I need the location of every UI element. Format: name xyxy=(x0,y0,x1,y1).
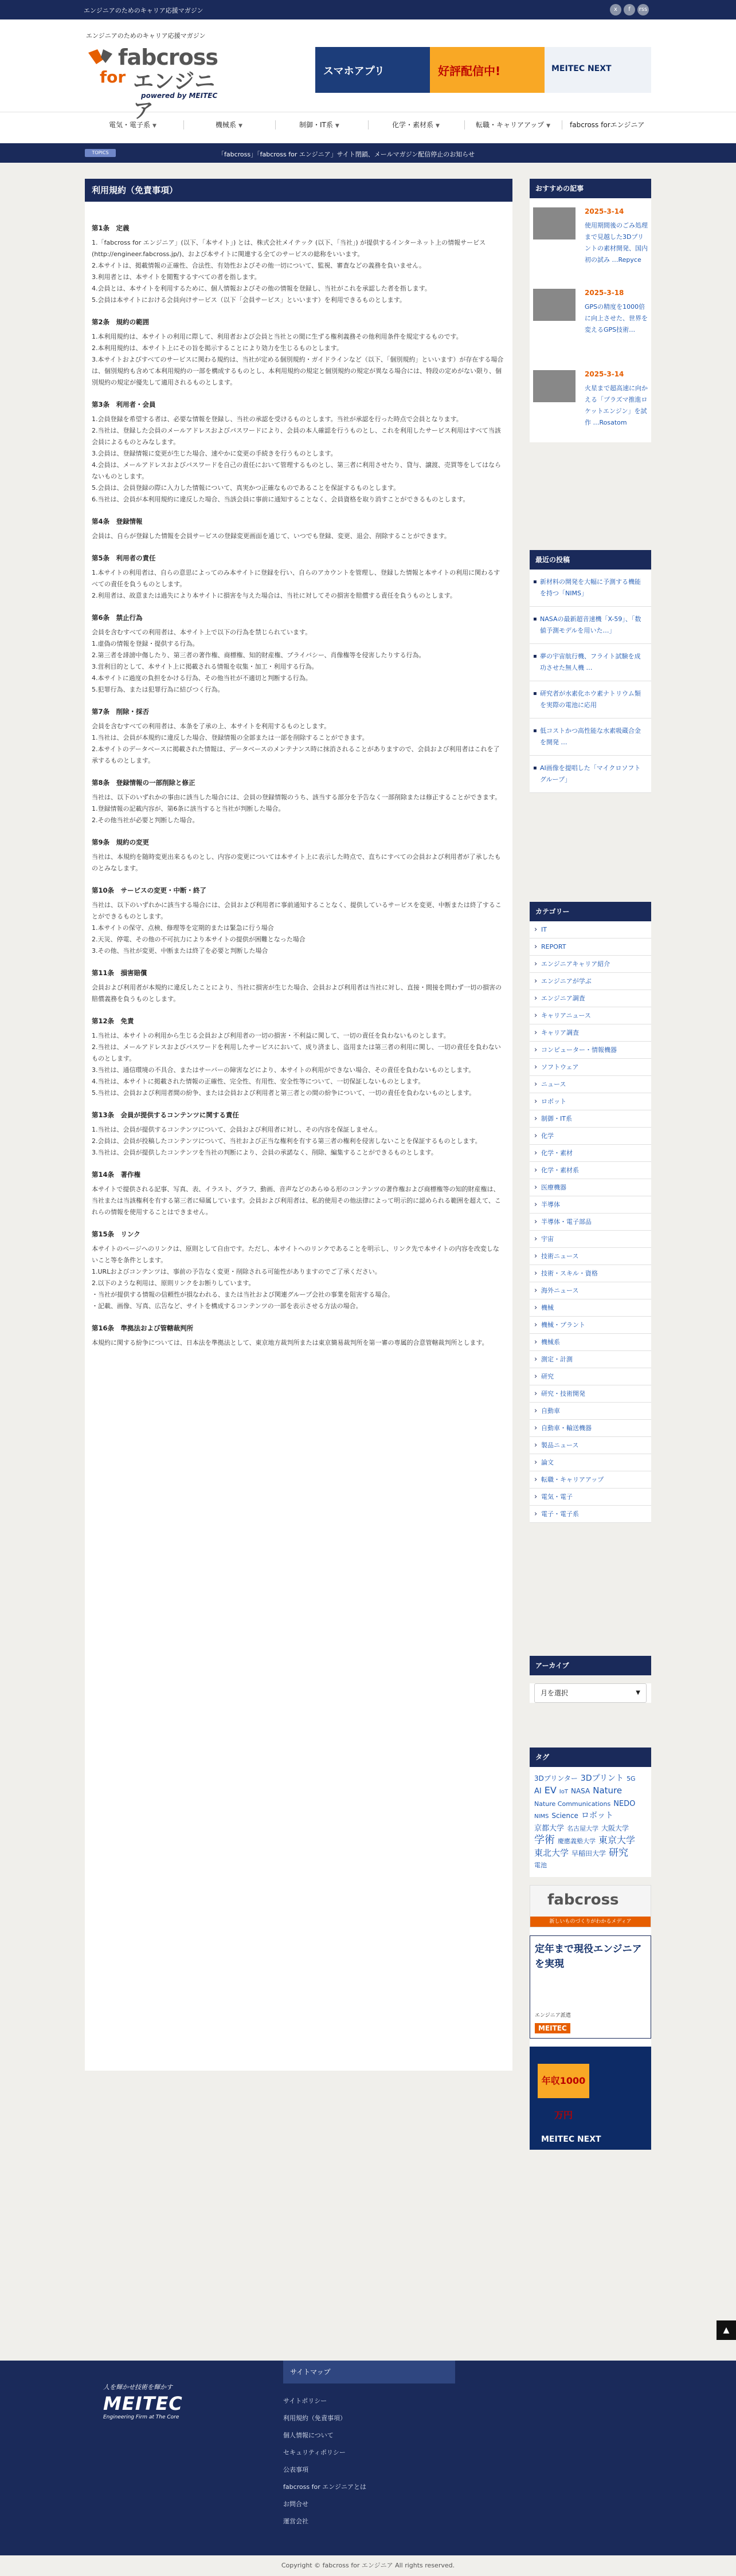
sidebar-recent xyxy=(530,550,651,793)
article xyxy=(85,179,512,2071)
footer-links xyxy=(283,2393,366,2530)
section-heading: 第2条 規約の範囲 xyxy=(92,318,150,326)
section-body: 1.当社は、会員が提供するコンテンツについて、会員および利用者に対し、その内容を保証しません。 2.会員は、会員が投稿したコンテンツについて、当社および正当な権利を有する第三者の権利を侵害しないことを保証するものとします。 3.当社は、会員が提供したコンテンツを当社の判断により、会員の承諾なく、削除、編集することができるものとします。 xyxy=(92,1126,481,1156)
category-link[interactable]: › エンジニアが学ぶ xyxy=(530,973,651,990)
category-link[interactable]: › 自動車 xyxy=(530,1403,651,1420)
article-section xyxy=(92,967,504,1005)
category-link[interactable]: › 電子・電子系 xyxy=(530,1506,651,1523)
footer-link[interactable]: 公表事項 xyxy=(283,2466,308,2473)
pickup-item[interactable] xyxy=(530,280,651,361)
main-nav xyxy=(86,117,651,133)
tag-link[interactable]: 慶應義塾大学 xyxy=(558,1837,596,1845)
fabcross-ad-title: fabcross xyxy=(547,1891,619,1909)
page-title: 利用規約（免責事項） xyxy=(85,179,512,202)
category-link[interactable]: › 測定・計測 xyxy=(530,1351,651,1368)
category-link[interactable]: › 化学・素材系 xyxy=(530,1162,651,1179)
category-link[interactable]: › 技術・スキル・資格 xyxy=(530,1265,651,1282)
sidebar-pickup xyxy=(530,179,651,442)
tag-link[interactable]: 学術 xyxy=(534,1834,555,1846)
chevron-down-icon: ▼ xyxy=(335,123,339,129)
article-section xyxy=(92,316,504,388)
section-heading: 第13条 会員が提供するコンテンツに関する責任 xyxy=(92,1111,239,1119)
banner-left: スマホアプリ xyxy=(315,47,430,93)
footer-link[interactable]: fabcross for エンジニアとは xyxy=(283,2483,366,2491)
tag-link[interactable]: ロボット xyxy=(581,1811,613,1820)
section-heading: 第7条 削除・採否 xyxy=(92,708,150,716)
next-ad-title: 年収1000万円 xyxy=(538,2064,589,2098)
section-body: 当社は、本規約を随時変更出来るものとし、内容の変更については本サイト上に表示した時点で、直ちにすべての会員および利用者が了承したものとみなします。 xyxy=(92,853,501,872)
ad-area xyxy=(530,1885,651,2150)
nav-mechanical[interactable]: 機械系 ▼ xyxy=(216,121,242,129)
footer-link[interactable]: セキュリティポリシー xyxy=(283,2449,346,2456)
tag-link[interactable]: Science xyxy=(551,1812,578,1820)
section-heading: 第14条 著作権 xyxy=(92,1171,141,1179)
category-link[interactable]: › 転職・キャリアアップ xyxy=(530,1471,651,1489)
chevron-down-icon: ▼ xyxy=(636,1690,640,1696)
career-ad-title: 定年まで現役エンジニアを実現 xyxy=(535,1943,642,1970)
section-body: 会員および利用者が本規約に違反したことにより、当社に損害が生じた場合、会員および利用者は当社に対し、直接・間接を問わず一切の損害の賠償義務を負うものとします。 xyxy=(92,984,502,1003)
recent-post-link[interactable]: ▪ NASAの最新超音速機「X-59」、「数値予測モデルを用いた…」 xyxy=(530,607,651,644)
facebook-social-icon[interactable]: f xyxy=(624,4,635,15)
section-heading: 第11条 損害賠償 xyxy=(92,969,147,977)
nav-divider xyxy=(183,120,184,129)
tag-link[interactable]: 東北大学 xyxy=(534,1848,569,1858)
archive-select[interactable]: 月を選択 ▼ xyxy=(534,1683,647,1703)
section-body: 本サイトで提供される記事、写真、表、イラスト、グラフ、動画、音声などのあらゆる形のコンテンツの著作権および商標権等の知的財産権は、当社または当該権利を有する第三者に帰属しています。会員および利用者は、私的使用その他法律によって明示的に認められる範囲を超えて、これらの情報を使用することはできません。 xyxy=(92,1185,501,1216)
category-link[interactable]: › エンジニア調査 xyxy=(530,990,651,1007)
banner-right: MEITEC NEXT xyxy=(545,47,651,93)
pickup-heading: おすすめの記事 xyxy=(530,179,651,198)
category-link[interactable]: › IT xyxy=(530,921,651,938)
nav-divider xyxy=(275,120,276,129)
site-header xyxy=(0,19,736,123)
category-link[interactable]: › ニュース xyxy=(530,1076,651,1093)
copyright: Copyright © fabcross for エンジニア All rights reserved. xyxy=(0,2555,736,2576)
footer-brand: MEITEC xyxy=(103,2393,183,2414)
category-link[interactable]: › 海外ニュース xyxy=(530,1282,651,1299)
pickup-title: 使用期間後のごみ処理まで見越した3Dプリントの素材開発、国内初の試み …Repyce xyxy=(585,222,648,264)
category-link[interactable]: › 機械系 xyxy=(530,1334,651,1351)
pickup-date: 2025-3-18 xyxy=(585,289,624,297)
chevron-down-icon: ▼ xyxy=(152,123,156,129)
tag-link[interactable]: 電池 xyxy=(534,1862,547,1869)
nav-chemical[interactable]: 化学・素材系 ▼ xyxy=(392,121,440,129)
category-link[interactable]: › 論文 xyxy=(530,1454,651,1471)
category-link[interactable]: › 化学 xyxy=(530,1128,651,1145)
logo-for: for xyxy=(100,68,126,87)
logo-engineer: エンジニア xyxy=(133,70,216,123)
section-body: 当社は、以下のいずれかに該当する場合には、会員および利用者に事前通知することなく、提供しているサービスを変更、中断または終了することができるものとします。 1.本サイトの保守、点検、修理等を定期的または緊急に行う場合 2.天災、停電、その他の不可抗力により本サイトの提供が困難となった場合 3.その他、当社が変更、中断または終了を必要と判断した場合 xyxy=(92,901,502,955)
tag-link[interactable]: 3Dプリント xyxy=(580,1774,624,1783)
career-ad-caption: エンジニア派遣 xyxy=(535,2013,571,2019)
article-section xyxy=(92,222,504,306)
x-social-icon[interactable]: x xyxy=(610,4,621,15)
tag-cloud xyxy=(530,1767,651,1877)
tag-link[interactable]: 名古屋大学 xyxy=(567,1825,599,1832)
logo-powered: powered by MEITEC xyxy=(141,92,218,100)
nav-divider xyxy=(368,120,369,129)
pickup-title: 火星まで超高速に向かえる「プラズマ推進ロケットエンジン」を試作 …Rosatom xyxy=(585,384,648,426)
app-banner[interactable] xyxy=(315,47,651,93)
section-body: 会員は、自らが登録した情報を会員サービスの登録変更画面を通じて、いつでも登録、変更、退会、削除することができます。 xyxy=(92,532,451,540)
nav-fabcross[interactable]: fabcross forエンジニア xyxy=(570,121,645,129)
article-section xyxy=(92,1109,504,1159)
category-link[interactable]: › REPORT xyxy=(530,938,651,956)
back-to-top-button[interactable]: ▲ xyxy=(717,2320,736,2340)
recent-post-link[interactable]: ▪ 夢の宇宙航行機、フライト試験を成功させた無人機 … xyxy=(530,644,651,681)
nav-control-it[interactable]: 制御・IT系 ▼ xyxy=(299,121,339,129)
section-body: 本サイトのページへのリンクは、原則として自由です。ただし、本サイトへのリンクであることを明示し、リンク先で本サイトの内容を改変しないこと等を条件とします。 1.URLおよびコンテンツは、事前の予告なく変更・削除される可能性がありますのでご了承ください。 2.以下のような利用は、原則リンクをお断りしています。 ・当社が提供する情報の信頼性が損なわれる、または当社および関連グループ会社の事業を阻害する場合。 ・記載、画像、写真、広告など、サイトを構成するコンテンツの一部を表示させる方法の場合。 xyxy=(92,1245,499,1310)
section-body: 1.本利用規約は、本サイトの利用に際して、利用者および会員と当社との間に生ずる権利義務その他利用条件を規定するものです。 2.本利用規約は、本サイト上にその旨を掲示することにより効力を生じるものとします。 3.本サイトおよびすべてのサービスに関わる規約は、当社が定める個別規約・ガイドラインなど（以下、「個別規約」といいます）が存在する場合は、個別規約も含めて本利用規約の一部を構成するものとし、本利用規約の規定と個別規約の規定が異なる場合には、特段の定めがない限り、個別規約の規定が優先して適用されるものとします。 xyxy=(92,333,504,386)
category-link[interactable]: › 半導体・電子部品 xyxy=(530,1214,651,1231)
next-ad-brand: MEITEC NEXT xyxy=(541,2135,601,2144)
sidebar-tags xyxy=(530,1748,651,2150)
tag-link[interactable]: 東京大学 xyxy=(598,1835,636,1845)
category-link[interactable]: › コンピューター・情報機器 xyxy=(530,1042,651,1059)
sidebar-archive xyxy=(530,1656,651,1711)
tag-link[interactable]: EV xyxy=(544,1785,557,1796)
footer-link[interactable]: 運営会社 xyxy=(283,2518,308,2525)
article-section xyxy=(92,1015,504,1099)
logo-fab: fabcross xyxy=(118,45,218,70)
article-section xyxy=(92,1322,504,1349)
tag-link[interactable]: IoT xyxy=(559,1789,568,1795)
category-link[interactable]: › 技術ニュース xyxy=(530,1248,651,1265)
career-ad[interactable] xyxy=(530,1935,651,2039)
section-heading: 第3条 利用者・会員 xyxy=(92,400,156,409)
site-footer xyxy=(0,2361,736,2555)
banner-mid: 好評配信中! xyxy=(430,47,545,93)
article-section xyxy=(92,885,504,957)
archive-box xyxy=(530,1683,651,1703)
tag-link[interactable]: 京都大学 xyxy=(534,1824,565,1833)
top-bar xyxy=(0,0,736,19)
article-section xyxy=(92,399,504,505)
archive-heading: アーカイブ xyxy=(530,1656,651,1675)
recent-list xyxy=(530,570,651,793)
category-link[interactable]: › 化学・素材 xyxy=(530,1145,651,1162)
footer-link[interactable]: 個人情報について xyxy=(283,2432,334,2439)
article-section xyxy=(92,837,504,874)
section-heading: 第1条 定義 xyxy=(92,224,130,232)
category-link[interactable]: › ロボット xyxy=(530,1093,651,1110)
category-link[interactable]: › キャリアニュース xyxy=(530,1007,651,1024)
category-link[interactable]: › 研究 xyxy=(530,1368,651,1385)
recent-heading: 最近の投稿 xyxy=(530,550,651,570)
sitemap-heading: サイトマップ xyxy=(283,2361,455,2383)
rss-social-icon[interactable]: rss xyxy=(637,4,649,15)
section-heading: 第16条 準拠法および管轄裁判所 xyxy=(92,1324,194,1332)
footer-link[interactable]: 利用規約（免責事項） xyxy=(283,2414,346,2422)
section-body: 1.「fabcross for エンジニア」(以下、「本サイト」) とは、株式会社メイテック (以下、「当社」) が提供するインターネット上の情報サービス (http://engineer.fabcross.jp/)、および本サイトに関連する全てのサービスの総称をいいます。 2.本サイトは、掲載情報の正確性、合法性、有効性およびその他一切について、監視、審査などの義務を負いません。 3.利用者とは、本サイトを閲覧するすべての者を指します。 4.会員とは、本サイトを利用するために、個人情報およびその他の情報を登録し、当社がこれを承認した者を指します。 5.会員は本サイトにおける会員向けサービス（以下「会員サービス」といいます）を利用できるものとします。 xyxy=(92,239,486,304)
recent-post-link[interactable]: ▪ 研究者が水素化ホウ素ナトリウム類を実際の電池に応用 xyxy=(530,681,651,718)
recent-post-link[interactable]: ▪ 低コストかつ高性能な水素吸蔵合金を開発 … xyxy=(530,718,651,756)
category-link[interactable]: › 自動車・輸送機器 xyxy=(530,1420,651,1437)
tag-link[interactable]: NASA xyxy=(570,1787,590,1795)
pickup-item[interactable] xyxy=(530,198,651,280)
next-ad[interactable] xyxy=(530,2047,651,2150)
tag-link[interactable]: 3Dプリンター xyxy=(534,1774,578,1782)
pickup-date: 2025-3-14 xyxy=(585,370,624,378)
tag-link[interactable]: NIMS xyxy=(534,1813,549,1820)
sidebar-category xyxy=(530,902,651,1523)
topics-ticker xyxy=(0,143,736,163)
pickup-list xyxy=(530,198,651,442)
section-body: 会員を含むすべての利用者は、本サイト上で以下の行為を禁じられています。 1.虚偽の情報を登録・提供する行為。 2.第三者を誹謗中傷したり、第三者の著作権、商標権、知的財産権、プライバシー、肖像権等を侵害したりする行為。 3.営利目的として、本サイト上に掲載される情報を収集・加工・利用する行為。 4.本サイトに過度の負担をかける行為、その他当社が不適切と判断する行為。 5.犯罪行為、または犯罪行為に結びつく行為。 xyxy=(92,629,425,693)
footer-link[interactable]: サイトポリシー xyxy=(283,2397,327,2405)
nav-electrical[interactable]: 電気・電子系 ▼ xyxy=(109,121,156,129)
footer-link[interactable]: お問合せ xyxy=(283,2500,308,2508)
section-heading: 第10条 サービスの変更・中断・終了 xyxy=(92,886,207,894)
recent-post-link[interactable]: ▪ 新材料の開発を大幅に予測する機能を持つ「NIMS」 xyxy=(530,570,651,607)
footer-tagline: 人を輝かせ技術を輝かす xyxy=(103,2383,173,2391)
tag-link[interactable]: 大阪大学 xyxy=(601,1824,629,1832)
category-link[interactable]: › 製品ニュース xyxy=(530,1437,651,1454)
tag-link[interactable]: 早稲田大学 xyxy=(571,1849,606,1858)
pickup-title: GPSの精度を1000倍に向上させた、世界を変えるGPS技術… xyxy=(585,303,648,333)
section-heading: 第15条 リンク xyxy=(92,1230,140,1238)
section-body: 本規約に関する紛争については、日本法を準拠法として、東京地方裁判所または東京簡易裁判所を第一審の専属的合意管轄裁判所とします。 xyxy=(92,1339,488,1346)
category-link[interactable]: › 電気・電子 xyxy=(530,1489,651,1506)
header-catch: エンジニアのためのキャリア応援マガジン xyxy=(86,32,206,40)
article-body xyxy=(92,222,504,1359)
nav-divider xyxy=(464,120,465,129)
section-body: 1.会員登録を希望する者は、必要な情報を登録し、当社の承認を受けるものとします。当社が承認を行った時点で会員となります。 2.当社は、登録した会員のメールアドレスおよびパスワードにより、会員の本人確認を行うものとし、これを利用したサービス利用はすべて当該会員によるものとみなします。 3.会員は、登録情報に変更が生じた場合、速やかに変更の手続きを行うものとします。 4.会員は、メールアドレスおよびパスワードを自己の責任において管理するものとし、第三者に利用させたり、貸与、譲渡、売買等をしてはならないものとします。 5.会員は、会員登録の際に入力した情報について、真実かつ正確なものであることを保証するものとします。 6.当社は、会員が本利用規約に違反した場合、当該会員に事前に通知することなく、会員資格を取り消すことができるものとします。 xyxy=(92,415,501,503)
top-tagline: エンジニアのためのキャリア応援マガジン xyxy=(84,7,203,14)
section-body: 1.本サイトの利用者は、自らの意思によってのみ本サイトに登録を行い、自らのアカウントを管理し、登録した情報と本サイトの利用に関わるすべての責任を負うものとします。 2.利用者は、故意または過失により本サイトに損害を与えた場合は、当社に対してその損害を賠償する責任を負うものとします。 xyxy=(92,569,500,599)
section-heading: 第8条 登録情報の一部削除と修正 xyxy=(92,779,195,787)
section-body: 会員を含むすべての利用者は、本条を了承の上、本サイトを利用するものとします。 1.当社は、会員が本規約に違反した場合、登録情報の全部または一部を削除することができます。 2.本サイトのデータベースに掲載された情報は、データベースのメンテナンス時に抹消されることがありますので、会員および利用者はこれを了承するものとします。 xyxy=(92,722,500,764)
article-section xyxy=(92,1169,504,1218)
section-body: 当社は、以下のいずれかの事由に該当した場合には、会員の登録情報のうち、該当する部分を予告なく一部削除または修正することができます。 1.登録情報の記載内容が、第6条に該当すると当社が判断した場合。 2.その他当社が必要と判断した場合。 xyxy=(92,794,502,824)
footer-logo[interactable] xyxy=(103,2382,183,2420)
article-section xyxy=(92,1228,504,1312)
recent-post-link[interactable]: ▪ AI画像を提唱した「マイクロソフトグループ」 xyxy=(530,756,651,793)
section-heading: 第5条 利用者の責任 xyxy=(92,554,156,562)
article-section xyxy=(92,706,504,767)
tag-link[interactable]: 研究 xyxy=(609,1847,629,1859)
category-link[interactable]: › ソフトウェア xyxy=(530,1059,651,1076)
topics-badge: TOPICS xyxy=(85,149,116,157)
nav-career[interactable]: 転職・キャリアアップ ▼ xyxy=(476,121,551,129)
topics-text[interactable]: 「fabcross」「fabcross for エンジニア」サイト閉鎖、メールマガジン配信停止のお知らせ xyxy=(218,151,475,158)
category-link[interactable]: › 制御・IT系 xyxy=(530,1110,651,1128)
article-section xyxy=(92,777,504,826)
category-link[interactable]: › 医療機器 xyxy=(530,1179,651,1196)
category-link[interactable]: › 半導体 xyxy=(530,1196,651,1214)
category-link[interactable]: › 機械 xyxy=(530,1299,651,1317)
category-link[interactable]: › エンジニアキャリア紹介 xyxy=(530,956,651,973)
tag-link[interactable]: 5G xyxy=(627,1775,636,1782)
section-body: 1.当社は、本サイトの利用から生じる会員および利用者の一切の損害・不利益に関して、一切の責任を負わないものとします。 2.当社は、メールアドレスおよびパスワードを利用したサービスにおいて、成り済まし、盗用または第三者の利用に関し、一切の責任を負わないものとします。 3.当社は、通信環境の不具合、またはサーバーの障害などにより、本サイトの利用ができない場合、その責任を負わないものとします。 4.当社は、本サイトに掲載された情報の正確性、完全性、有用性、安全性等について、一切保証しないものとします。 5.当社は、会員および利用者間の紛争、または会員および利用者と第三者との間の紛争について、一切の責任を負わないものとします。 xyxy=(92,1032,501,1097)
pickup-item[interactable] xyxy=(530,361,651,442)
chevron-down-icon: ▼ xyxy=(546,123,551,129)
category-link[interactable]: › 機械・プラント xyxy=(530,1317,651,1334)
section-heading: 第6条 禁止行為 xyxy=(92,614,143,622)
tag-heading: タグ xyxy=(530,1748,651,1767)
pickup-thumbnail xyxy=(533,207,576,239)
section-heading: 第4条 登録情報 xyxy=(92,517,143,525)
category-list xyxy=(530,921,651,1523)
site-logo[interactable] xyxy=(86,45,218,123)
article-section xyxy=(92,612,504,696)
category-link[interactable]: › 宇宙 xyxy=(530,1231,651,1248)
pickup-thumbnail xyxy=(533,289,576,321)
category-link[interactable]: › キャリア調査 xyxy=(530,1024,651,1042)
fabcross-ad[interactable] xyxy=(530,1885,651,1927)
category-heading: カテゴリー xyxy=(530,902,651,921)
section-heading: 第12条 免責 xyxy=(92,1017,134,1025)
chevron-down-icon: ▼ xyxy=(238,123,242,129)
career-ad-brand: MEITEC xyxy=(535,2023,570,2033)
section-heading: 第9条 規約の変更 xyxy=(92,838,150,846)
pickup-date: 2025-3-14 xyxy=(585,207,624,215)
footer-sub: Engineering Firm at The Core xyxy=(103,2414,179,2420)
tag-link[interactable]: Nature xyxy=(593,1785,623,1796)
tag-link[interactable]: AI xyxy=(534,1787,542,1796)
chevron-down-icon: ▼ xyxy=(436,123,440,129)
fabcross-ad-caption: 新しいものづくりがわかるメディア xyxy=(530,1917,651,1927)
tag-link[interactable]: Nature Communications xyxy=(534,1800,611,1808)
pickup-thumbnail xyxy=(533,370,576,402)
tag-link[interactable]: NEDO xyxy=(613,1800,636,1808)
article-section xyxy=(92,516,504,542)
article-section xyxy=(92,552,504,602)
category-link[interactable]: › 研究・技術開発 xyxy=(530,1385,651,1403)
